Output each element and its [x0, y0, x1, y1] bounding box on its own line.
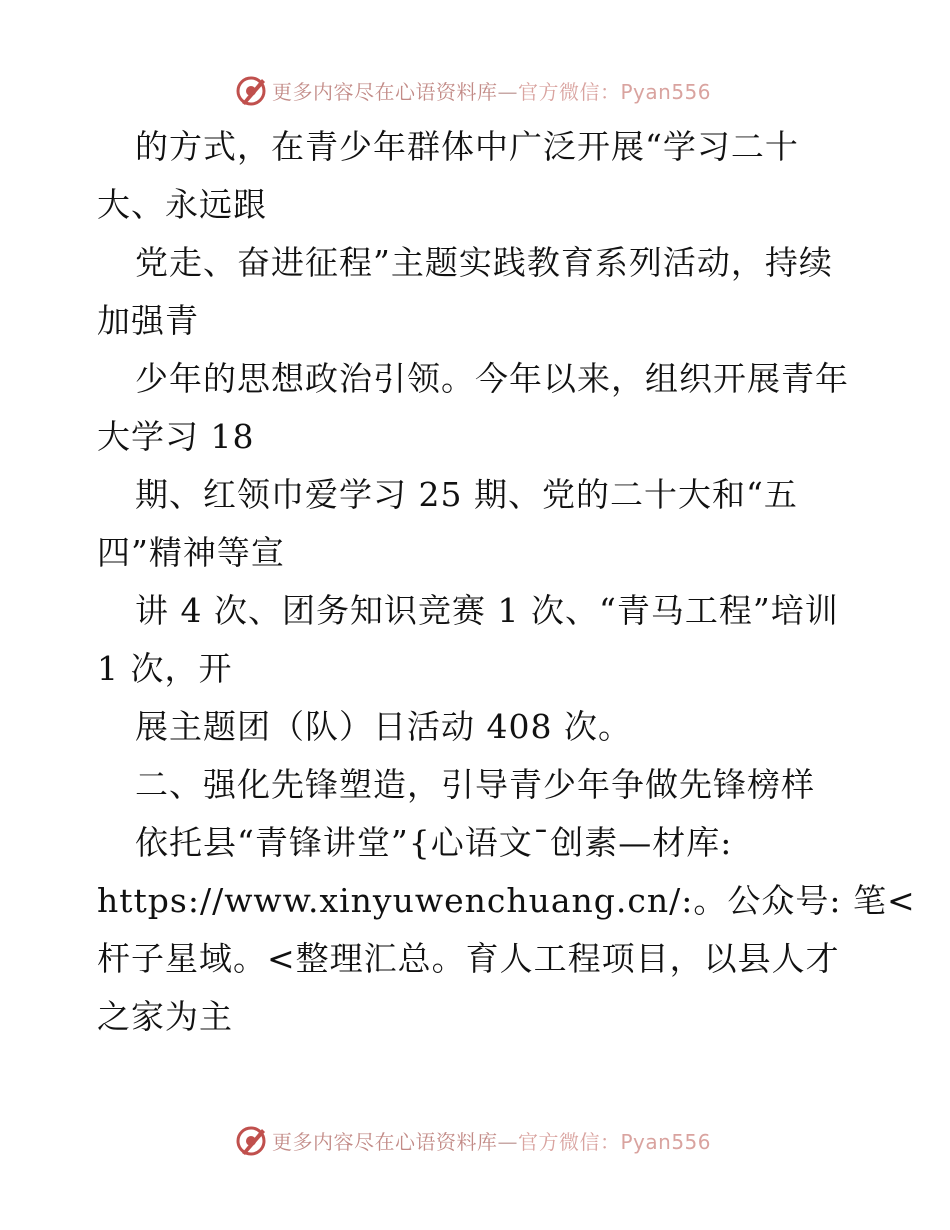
document-body [97, 118, 916, 1046]
header-watermark-banner [0, 70, 950, 110]
body-text-line: https://www.xinyuwenchuang.cn/:。公众号: 笔< [97, 881, 916, 920]
body-text-line: 党走、奋进征程”主题实践教育系列活动，持续 [135, 243, 833, 282]
body-text-line: 1 次，开 [97, 649, 233, 688]
body-text-line: 大、永远跟 [97, 185, 267, 224]
body-text-line: 期、红领巾爱学习 25 期、党的二十大和“五 [135, 475, 798, 514]
body-text-line: 依托县“青锋讲堂”{心语文¯创素—材库: [135, 823, 733, 862]
pen-logo-icon [234, 73, 268, 107]
body-text-line: 四”精神等宣 [97, 533, 285, 572]
body-text-line: 二、强化先锋塑造，引导青少年争做先锋榜样 [135, 765, 815, 804]
body-text-line: 展主题团（队）日活动 408 次。 [135, 707, 632, 746]
body-text-line: 加强青 [97, 301, 199, 340]
body-text-line: 的方式，在青少年群体中广泛开展“学习二十 [135, 127, 799, 166]
body-text-line: 大学习 18 [97, 417, 255, 456]
pen-logo-icon [234, 1123, 268, 1157]
watermark-text: 更多内容尽在心语资料库—官方微信：Pyan556 [272, 1129, 712, 1154]
watermark-text: 更多内容尽在心语资料库—官方微信：Pyan556 [272, 79, 712, 104]
body-text-line: 讲 4 次、团务知识竞赛 1 次、“青马工程”培训 [135, 591, 839, 630]
body-text-line: 之家为主 [97, 997, 233, 1036]
body-text-line: 杆子星域。<整理汇总。育人工程项目，以县人才 [97, 939, 840, 978]
footer-watermark-banner [0, 1120, 950, 1160]
body-text-line: 少年的思想政治引领。今年以来，组织开展青年 [135, 359, 849, 398]
